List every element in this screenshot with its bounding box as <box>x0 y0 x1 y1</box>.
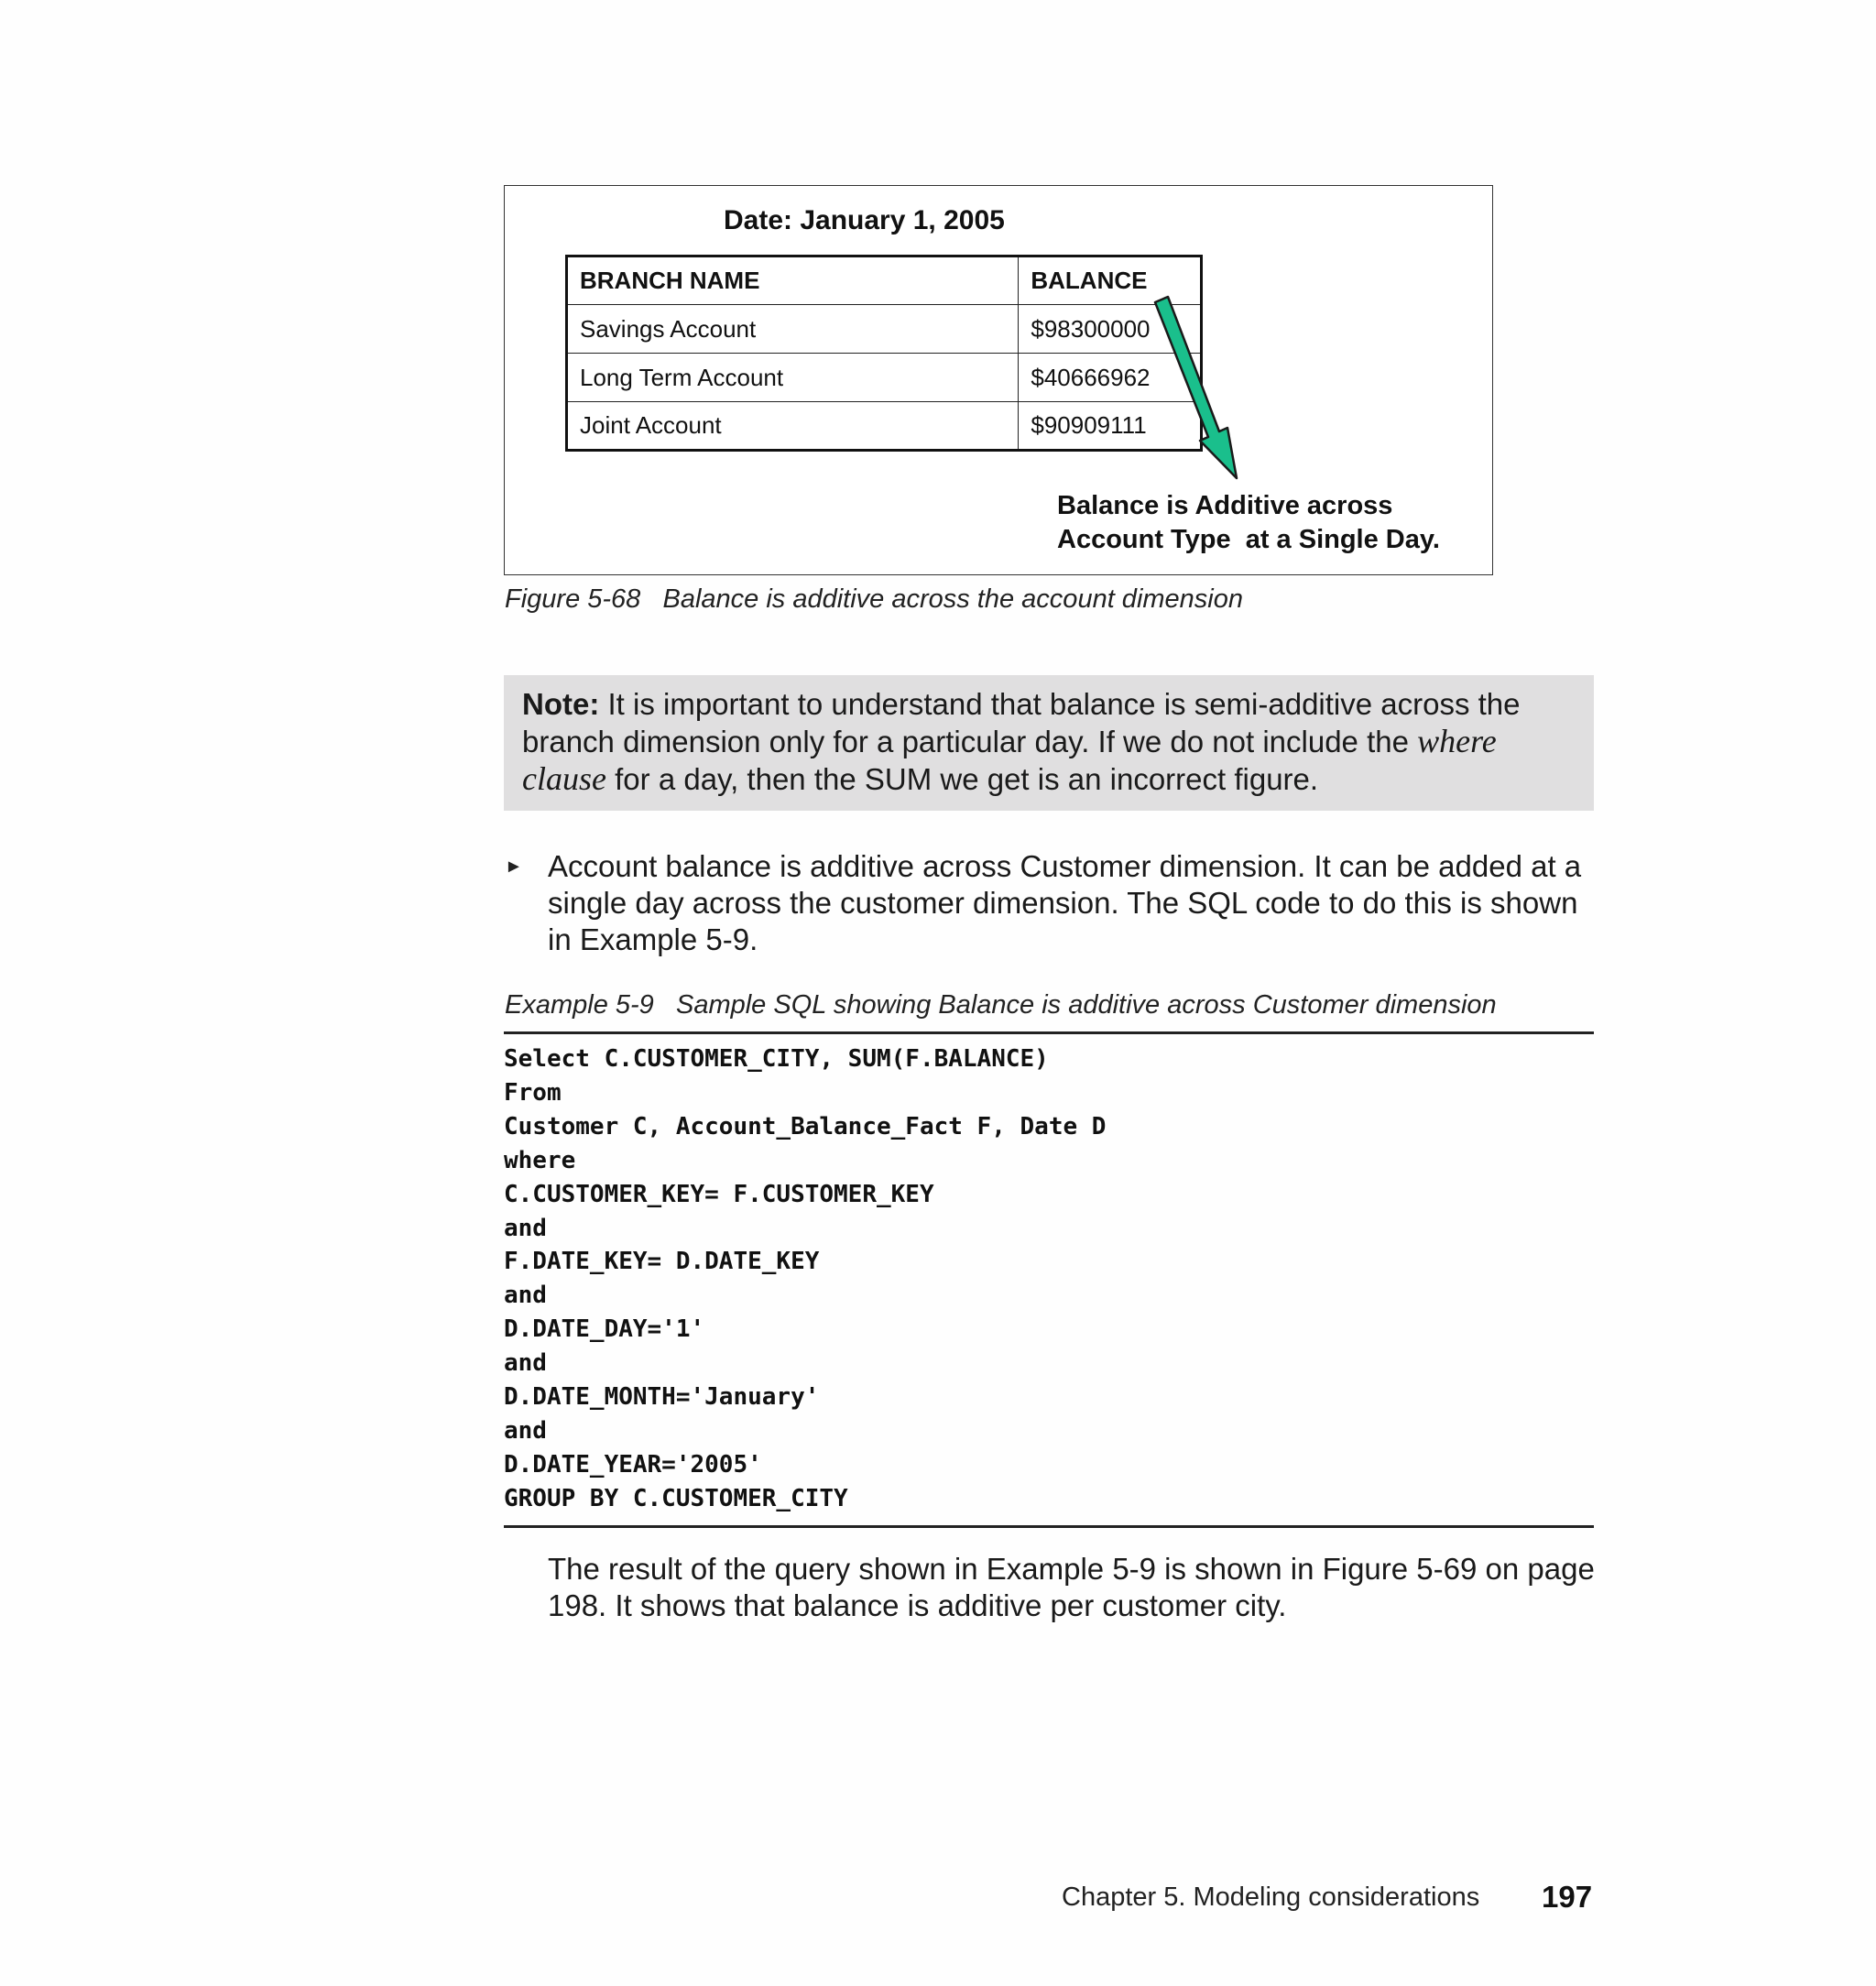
table-row <box>567 305 1202 354</box>
code-line: where <box>504 1146 576 1174</box>
example-top-rule <box>504 1031 1594 1034</box>
code-line: and <box>504 1282 547 1310</box>
note-text-after: for a day, then the SUM we get is an incorrect figure. <box>605 762 1319 796</box>
table-header-branch-name: BRANCH NAME <box>567 256 1019 305</box>
table-cell-balance: $40666962 <box>1019 354 1202 402</box>
sql-code-block <box>504 1042 1106 1516</box>
result-paragraph: The result of the query shown in Example 5-9 is shown in Figure 5-69 on page 198. It shows that balance is additive per customer city. <box>548 1552 1595 1622</box>
callout-line-1: Balance is Additive across <box>1057 491 1393 520</box>
code-line: and <box>504 1349 547 1378</box>
code-line: D.DATE_DAY='1' <box>504 1315 705 1344</box>
code-line: GROUP BY C.CUSTOMER_CITY <box>504 1484 848 1512</box>
code-line: D.DATE_YEAR='2005' <box>504 1450 762 1479</box>
branch-balance-table <box>565 255 1203 452</box>
note-box <box>504 675 1594 811</box>
code-line: D.DATE_MONTH='January' <box>504 1383 820 1412</box>
table-cell-branch: Long Term Account <box>567 354 1019 402</box>
figure-date-label: Date: January 1, 2005 <box>724 205 1005 235</box>
code-line: and <box>504 1214 547 1242</box>
code-line: C.CUSTOMER_KEY= F.CUSTOMER_KEY <box>504 1180 934 1208</box>
note-label: Note: <box>522 687 600 721</box>
example-caption: Example 5-9 Sample SQL showing Balance is additive across Customer dimension <box>505 990 1497 1020</box>
note-emphasis: where clause <box>522 723 1497 797</box>
code-line: From <box>504 1078 562 1107</box>
figure-callout <box>1057 489 1440 557</box>
example-bottom-rule <box>504 1525 1594 1528</box>
table-row <box>567 354 1202 402</box>
table-cell-balance: $90909111 <box>1019 402 1202 451</box>
callout-line-2: Account Type at a Single Day. <box>1057 525 1440 554</box>
footer-page-number: 197 <box>1542 1880 1593 1914</box>
code-line: Select C.CUSTOMER_CITY, SUM(F.BALANCE) <box>504 1045 1049 1073</box>
table-cell-branch: Savings Account <box>567 305 1019 354</box>
code-line: Customer C, Account_Balance_Fact F, Date D <box>504 1112 1107 1140</box>
bullet-paragraph: Account balance is additive across Customer dimension. It can be added at a single day across the customer dimension. The SQL code to do this is shown in Example 5-9. <box>548 849 1582 956</box>
footer-chapter-title: Chapter 5. Modeling considerations <box>1062 1882 1480 1912</box>
note-text-before: It is important to understand that balance is semi-additive across the branch dimension only for a particular day. If we do not include the <box>522 687 1521 758</box>
table-cell-balance: $98300000 <box>1019 305 1202 354</box>
table-header-row <box>567 256 1202 305</box>
table-cell-branch: Joint Account <box>567 402 1019 451</box>
table-row <box>567 402 1202 451</box>
code-line: F.DATE_KEY= D.DATE_KEY <box>504 1248 820 1276</box>
figure-caption: Figure 5-68 Balance is additive across the account dimension <box>505 584 1243 614</box>
table-header-balance: BALANCE <box>1019 256 1202 305</box>
code-line: and <box>504 1416 547 1445</box>
bullet-marker-icon: ► <box>505 857 523 877</box>
